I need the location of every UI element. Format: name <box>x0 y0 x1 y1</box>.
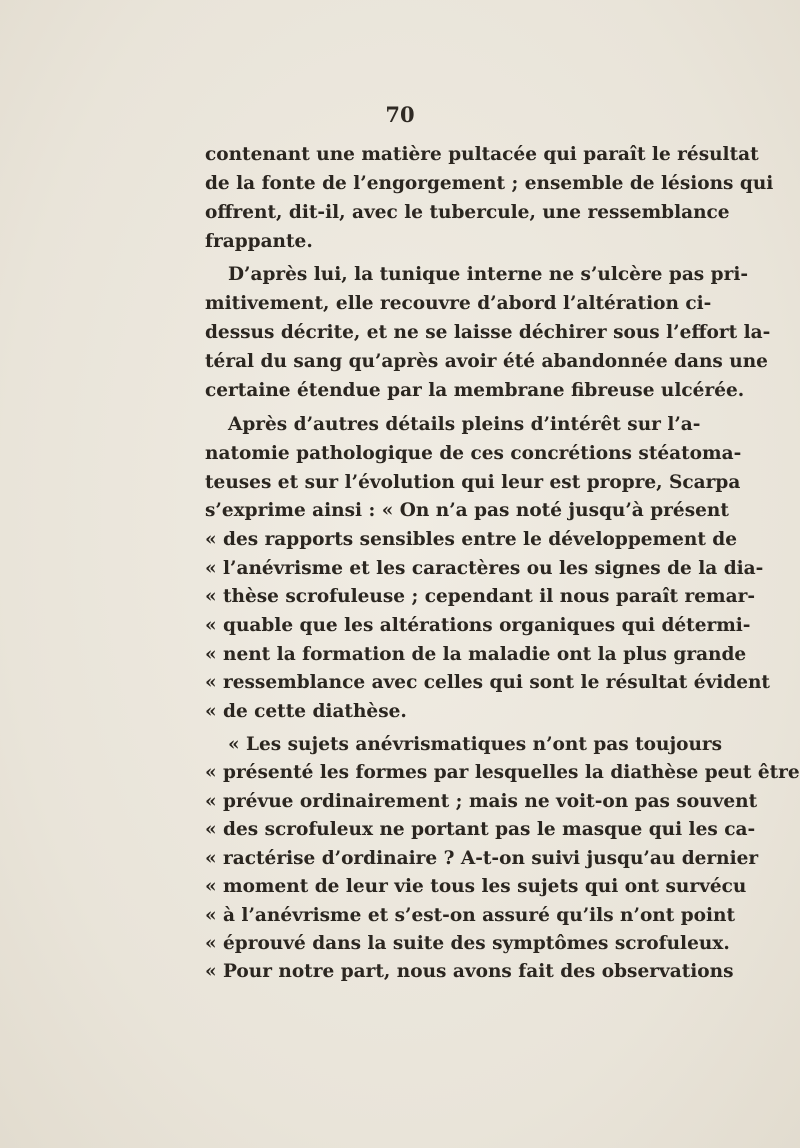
text-line: mitivement, elle recouvre d’abord l’altération ci- <box>205 293 712 314</box>
text-line: « l’anévrisme et les caractères ou les signes de la dia- <box>205 558 764 579</box>
text-line: contenant une matière pultacée qui paraît le résultat <box>205 144 759 165</box>
text-line: « présenté les formes par lesquelles la diathèse peut être <box>205 762 800 783</box>
text-line: teuses et sur l’évolution qui leur est propre, Scarpa <box>205 472 741 493</box>
text-line: s’exprime ainsi : « On n’a pas noté jusqu’à présent <box>205 500 729 521</box>
text-line: « des scrofuleux ne portant pas le masque qui les ca- <box>205 819 756 840</box>
text-line: « moment de leur vie tous les sujets qui ont survécu <box>205 876 747 897</box>
text-line: « Les sujets anévrismatiques n’ont pas toujours <box>228 734 723 755</box>
text-line: de la fonte de l’engorgement ; ensemble de lésions qui <box>205 173 774 194</box>
text-line: téral du sang qu’après avoir été abandonnée dans une <box>205 351 768 372</box>
page-number: 70 <box>385 102 415 127</box>
text-line: dessus décrite, et ne se laisse déchirer sous l’effort la- <box>205 322 771 343</box>
text-line: « quable que les altérations organiques qui détermi- <box>205 615 751 636</box>
text-line: « Pour notre part, nous avons fait des observations <box>205 961 734 982</box>
text-line: Après d’autres détails pleins d’intérêt sur l’a- <box>228 414 701 435</box>
text-line: « thèse scrofuleuse ; cependant il nous paraît remar- <box>205 586 756 607</box>
text-line: « prévue ordinairement ; mais ne voit-on pas souvent <box>205 791 758 812</box>
text-line: « de cette diathèse. <box>205 701 407 722</box>
text-line: « à l’anévrisme et s’est-on assuré qu’ils n’ont point <box>205 905 736 926</box>
text-line: offrent, dit-il, avec le tubercule, une ressemblance <box>205 202 730 223</box>
text-line: « des rapports sensibles entre le développement de <box>205 529 738 550</box>
text-line: natomie pathologique de ces concrétions stéatoma- <box>205 443 742 464</box>
text-line: « nent la formation de la maladie ont la plus grande <box>205 644 747 665</box>
text-line: D’après lui, la tunique interne ne s’ulcère pas pri- <box>228 264 749 285</box>
text-line: « ressemblance avec celles qui sont le résultat évident <box>205 672 770 693</box>
text-line: frappante. <box>205 231 313 252</box>
text-line: « ractérise d’ordinaire ? A-t-on suivi jusqu’au dernier <box>205 848 759 869</box>
text-line: certaine étendue par la membrane fibreuse ulcérée. <box>205 380 745 401</box>
text-line: « éprouvé dans la suite des symptômes scrofuleux. <box>205 933 730 954</box>
